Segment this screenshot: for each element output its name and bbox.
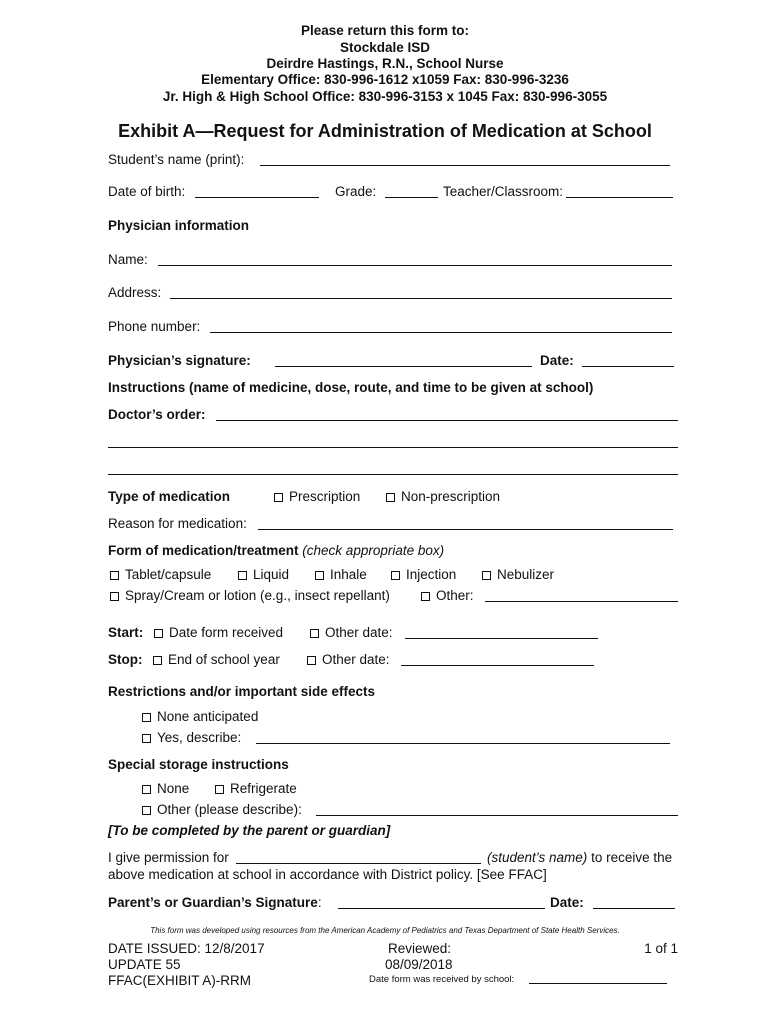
storage-other-checkbox[interactable] bbox=[142, 806, 151, 815]
storage-other-option[interactable]: Other (please describe): bbox=[142, 802, 302, 817]
refrigerate-checkbox[interactable] bbox=[215, 785, 224, 794]
other-form-checkbox[interactable] bbox=[421, 592, 430, 601]
reviewed-date: 08/09/2018 bbox=[385, 957, 453, 972]
teacher-field[interactable] bbox=[566, 197, 673, 198]
resources-note: This form was developed using resources from the American Academy of Pediatrics and Texas Department of State Health Services. bbox=[150, 926, 620, 935]
policy-code: FFAC(EXHIBIT A)-RRM bbox=[108, 973, 252, 988]
liquid-checkbox[interactable] bbox=[238, 571, 247, 580]
nebulizer-option[interactable]: Nebulizer bbox=[482, 567, 554, 582]
parent-date-field[interactable] bbox=[593, 908, 675, 909]
prescription-checkbox[interactable] bbox=[274, 493, 283, 502]
inhale-option[interactable]: Inhale bbox=[315, 567, 367, 582]
tablet-option[interactable]: Tablet/capsule bbox=[110, 567, 211, 582]
received-by-school-field[interactable] bbox=[529, 983, 667, 984]
physician-date-field[interactable] bbox=[582, 366, 674, 367]
spray-cream-checkbox[interactable] bbox=[110, 592, 119, 601]
student-name-label: Student’s name (print): bbox=[108, 152, 245, 167]
parent-signature-field[interactable] bbox=[338, 908, 545, 909]
form-of-medication-heading: Form of medication/treatment (check appropriate box) bbox=[108, 543, 445, 558]
injection-option[interactable]: Injection bbox=[391, 567, 456, 582]
stop-other-date-field[interactable] bbox=[401, 665, 594, 666]
return-to-line: Please return this form to: bbox=[300, 23, 470, 38]
high-school-office-contact: Jr. High & High School Office: 830-996-3153 x 1045 Fax: 830-996-3055 bbox=[162, 89, 608, 104]
start-label: Start: bbox=[108, 625, 144, 640]
storage-none-checkbox[interactable] bbox=[142, 785, 151, 794]
received-by-school-label: Date form was received by school: bbox=[369, 974, 515, 985]
doctor-order-field-2[interactable] bbox=[108, 447, 678, 448]
elementary-office-contact: Elementary Office: 830-996-1612 x1059 Fax: 830-996-3236 bbox=[201, 72, 569, 87]
inhale-checkbox[interactable] bbox=[315, 571, 324, 580]
physician-address-field[interactable] bbox=[170, 298, 672, 299]
medication-type-label: Type of medication bbox=[108, 489, 231, 504]
update-number: UPDATE 55 bbox=[108, 957, 181, 972]
refrigerate-option[interactable]: Refrigerate bbox=[215, 781, 297, 796]
other-form-field[interactable] bbox=[485, 601, 678, 602]
permission-prefix: I give permission for bbox=[108, 850, 229, 865]
permission-policy-line: above medication at school in accordance with District policy. [See FFAC] bbox=[108, 867, 547, 882]
yes-describe-option[interactable]: Yes, describe: bbox=[142, 730, 241, 745]
parent-date-label: Date: bbox=[550, 895, 584, 910]
restrictions-describe-field[interactable] bbox=[256, 743, 670, 744]
non-prescription-checkbox[interactable] bbox=[386, 493, 395, 502]
teacher-label: Teacher/Classroom: bbox=[443, 184, 564, 199]
storage-label: Special storage instructions bbox=[108, 757, 289, 772]
storage-other-field[interactable] bbox=[316, 815, 678, 816]
grade-label: Grade: bbox=[335, 184, 377, 199]
permission-suffix: (student’s name) to receive the bbox=[487, 850, 673, 865]
physician-phone-label: Phone number: bbox=[108, 319, 201, 334]
stop-label: Stop: bbox=[108, 652, 143, 667]
liquid-option[interactable]: Liquid bbox=[238, 567, 289, 582]
doctor-order-field-3[interactable] bbox=[108, 474, 678, 475]
non-prescription-option[interactable]: Non-prescription bbox=[386, 489, 500, 504]
doctor-order-field-1[interactable] bbox=[216, 420, 678, 421]
restrictions-label: Restrictions and/or important side effects bbox=[108, 684, 376, 699]
dob-field[interactable] bbox=[195, 197, 319, 198]
yes-describe-checkbox[interactable] bbox=[142, 734, 151, 743]
form-title: Exhibit A—Request for Administration of Medication at School bbox=[118, 121, 652, 141]
grade-field[interactable] bbox=[385, 197, 438, 198]
parent-signature-label: Parent’s or Guardian’s Signature: bbox=[108, 895, 322, 910]
tablet-checkbox[interactable] bbox=[110, 571, 119, 580]
none-anticipated-option[interactable]: None anticipated bbox=[142, 709, 258, 724]
stop-other-date-option[interactable]: Other date: bbox=[307, 652, 390, 667]
storage-none-option[interactable]: None bbox=[142, 781, 189, 796]
start-date-received-option[interactable]: Date form received bbox=[154, 625, 283, 640]
physician-name-label: Name: bbox=[108, 252, 148, 267]
physician-signature-field[interactable] bbox=[275, 366, 532, 367]
district-name: Stockdale ISD bbox=[339, 40, 431, 55]
injection-checkbox[interactable] bbox=[391, 571, 400, 580]
physician-address-label: Address: bbox=[108, 285, 162, 300]
student-name-field[interactable] bbox=[260, 165, 670, 166]
stop-end-of-year-option[interactable]: End of school year bbox=[153, 652, 280, 667]
none-anticipated-checkbox[interactable] bbox=[142, 713, 151, 722]
spray-cream-option[interactable]: Spray/Cream or lotion (e.g., insect repellant) bbox=[110, 588, 390, 603]
prescription-option[interactable]: Prescription bbox=[274, 489, 360, 504]
doctor-order-label: Doctor’s order: bbox=[108, 407, 206, 422]
parent-section-heading: [To be completed by the parent or guardian] bbox=[108, 823, 391, 838]
instructions-label: Instructions (name of medicine, dose, route, and time to be given at school) bbox=[108, 380, 594, 395]
date-issued: DATE ISSUED: 12/8/2017 bbox=[108, 941, 265, 956]
dob-label: Date of birth: bbox=[108, 184, 186, 199]
start-date-received-checkbox[interactable] bbox=[154, 629, 163, 638]
page-number: 1 of 1 bbox=[644, 941, 678, 956]
start-other-date-field[interactable] bbox=[405, 638, 598, 639]
stop-end-of-year-checkbox[interactable] bbox=[153, 656, 162, 665]
reason-label: Reason for medication: bbox=[108, 516, 247, 531]
start-other-date-option[interactable]: Other date: bbox=[310, 625, 393, 640]
physician-phone-field[interactable] bbox=[210, 332, 672, 333]
physician-section-label: Physician information bbox=[108, 218, 250, 233]
reviewed-label: Reviewed: bbox=[388, 941, 452, 956]
nurse-name: Deirdre Hastings, R.N., School Nurse bbox=[266, 56, 504, 71]
stop-other-date-checkbox[interactable] bbox=[307, 656, 316, 665]
permission-student-name-field[interactable] bbox=[236, 863, 481, 864]
reason-field[interactable] bbox=[258, 529, 673, 530]
physician-signature-label: Physician’s signature: bbox=[108, 353, 251, 368]
physician-date-label: Date: bbox=[540, 353, 574, 368]
other-form-option[interactable]: Other: bbox=[421, 588, 474, 603]
start-other-date-checkbox[interactable] bbox=[310, 629, 319, 638]
nebulizer-checkbox[interactable] bbox=[482, 571, 491, 580]
physician-name-field[interactable] bbox=[158, 265, 672, 266]
